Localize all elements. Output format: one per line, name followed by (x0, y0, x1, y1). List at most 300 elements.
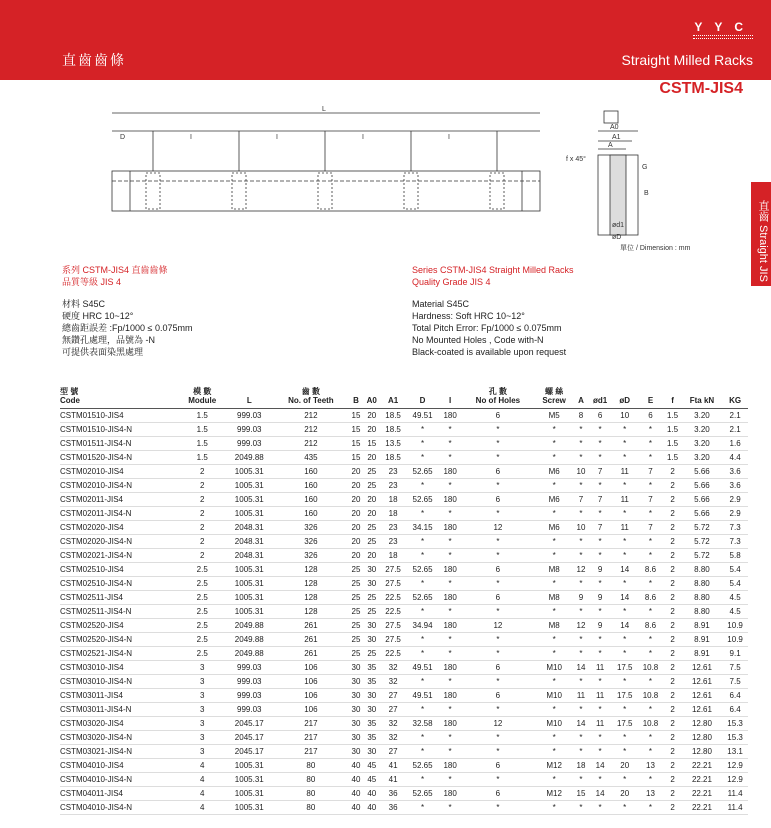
product-code-cell: CSTM04010-JIS4-N (60, 772, 179, 786)
table-cell: 5.66 (682, 478, 722, 492)
column-header: f (663, 356, 681, 408)
table-cell: * (406, 646, 439, 660)
table-cell: 32 (380, 730, 406, 744)
holes-zh: 無鑽孔處理，品號為 -N (62, 335, 155, 345)
table-cell: * (638, 730, 664, 744)
table-cell: 2045.17 (225, 744, 273, 758)
table-cell: 2 (179, 464, 225, 478)
table-cell: * (439, 604, 461, 618)
mount-hole (490, 173, 504, 209)
table-cell: 14 (574, 716, 589, 730)
column-header: A (574, 356, 589, 408)
table-cell: 30 (363, 576, 380, 590)
table-cell: 34.15 (406, 520, 439, 534)
table-cell: 180 (439, 786, 461, 800)
table-cell: 20 (612, 786, 638, 800)
table-cell: * (588, 576, 612, 590)
table-cell: * (461, 534, 534, 548)
table-cell: 49.51 (406, 408, 439, 422)
table-cell: 180 (439, 492, 461, 506)
table-cell: 11 (612, 520, 638, 534)
table-cell: 1.5 (179, 450, 225, 464)
table-cell: 13.1 (722, 744, 748, 758)
column-header: A1 (380, 356, 406, 408)
table-cell: 32 (380, 716, 406, 730)
table-cell: 3 (179, 730, 225, 744)
table-cell: 32 (380, 660, 406, 674)
table-cell: * (535, 576, 574, 590)
table-cell: 15 (349, 422, 364, 436)
table-cell: M8 (535, 562, 574, 576)
table-cell: 30 (349, 716, 364, 730)
table-cell: 8.91 (682, 632, 722, 646)
table-cell: 180 (439, 618, 461, 632)
product-code-cell: CSTM02010-JIS4-N (60, 478, 179, 492)
table-cell: 22.5 (380, 604, 406, 618)
table-cell: 40 (363, 786, 380, 800)
table-cell: 2048.31 (225, 534, 273, 548)
table-cell: 2 (179, 506, 225, 520)
table-cell: 4 (179, 772, 225, 786)
table-row (60, 478, 748, 492)
table-cell: * (461, 674, 534, 688)
brand-underline (693, 35, 753, 39)
series-zh: 系列 CSTM-JIS4 直齒齒條 (62, 265, 168, 275)
product-code-cell: CSTM02011-JIS4-N (60, 506, 179, 520)
table-cell: 2 (663, 702, 681, 716)
table-cell: 18.5 (380, 450, 406, 464)
table-cell: 217 (273, 716, 348, 730)
table-cell: 14 (574, 660, 589, 674)
table-row (60, 618, 748, 632)
product-code-cell: CSTM02511-JIS4-N (60, 604, 179, 618)
product-code-cell: CSTM02520-JIS4 (60, 618, 179, 632)
table-cell: 2 (663, 576, 681, 590)
table-cell: 35 (363, 730, 380, 744)
table-row (60, 408, 748, 422)
table-cell: 2049.88 (225, 450, 273, 464)
table-cell: 20 (363, 450, 380, 464)
table-row (60, 758, 748, 772)
table-cell: 2 (663, 660, 681, 674)
table-cell: 10.9 (722, 618, 748, 632)
table-cell: 180 (439, 520, 461, 534)
table-cell: 22.21 (682, 800, 722, 814)
table-cell: * (406, 450, 439, 464)
table-cell: 5.72 (682, 534, 722, 548)
table-cell: 14 (612, 562, 638, 576)
table-cell: 27.5 (380, 576, 406, 590)
table-cell: 32.58 (406, 716, 439, 730)
label-i: I (362, 134, 364, 141)
table-cell: 23 (380, 520, 406, 534)
product-code-cell: CSTM02010-JIS4 (60, 464, 179, 478)
table-cell: 80 (273, 786, 348, 800)
table-cell: * (439, 548, 461, 562)
mount-hole (318, 173, 332, 209)
table-cell: 6 (461, 660, 534, 674)
table-cell: * (612, 772, 638, 786)
table-cell: 20 (612, 758, 638, 772)
table-cell: 22.21 (682, 772, 722, 786)
table-cell: 128 (273, 590, 348, 604)
product-code-cell: CSTM03011-JIS4 (60, 688, 179, 702)
table-cell: 1005.31 (225, 786, 273, 800)
table-cell: 2045.17 (225, 716, 273, 730)
table-cell: * (406, 604, 439, 618)
table-cell: 217 (273, 730, 348, 744)
table-cell: 326 (273, 520, 348, 534)
table-cell: 18 (380, 506, 406, 520)
table-cell: 12.61 (682, 660, 722, 674)
table-cell: * (588, 632, 612, 646)
table-cell: 52.65 (406, 786, 439, 800)
table-cell: 52.65 (406, 590, 439, 604)
table-cell: 180 (439, 660, 461, 674)
spec-en (412, 264, 574, 358)
product-code-cell: CSTM02021-JIS4-N (60, 548, 179, 562)
table-cell: 2 (663, 604, 681, 618)
table-cell: * (439, 436, 461, 450)
table-cell: 45 (363, 758, 380, 772)
column-header: L (225, 356, 273, 408)
table-cell: 2 (663, 772, 681, 786)
table-cell: 1.5 (663, 422, 681, 436)
table-cell: 2 (179, 534, 225, 548)
technical-drawing (100, 103, 660, 243)
table-cell: * (638, 772, 664, 786)
table-cell: 9 (588, 618, 612, 632)
holes-en: No Mounted Holes , Code with-N (412, 335, 544, 345)
table-cell: * (574, 450, 589, 464)
table-cell: 999.03 (225, 660, 273, 674)
table-cell: 17.5 (612, 716, 638, 730)
spec-table (60, 356, 748, 815)
table-cell: * (439, 534, 461, 548)
table-cell: 25 (363, 604, 380, 618)
table-cell: 27 (380, 744, 406, 758)
table-cell: 7 (588, 464, 612, 478)
table-cell: * (612, 730, 638, 744)
table-cell: 2 (179, 548, 225, 562)
table-cell: 1005.31 (225, 604, 273, 618)
table-cell: 52.65 (406, 562, 439, 576)
table-cell: * (574, 632, 589, 646)
table-cell: * (638, 632, 664, 646)
table-cell: * (535, 772, 574, 786)
table-cell: 5.66 (682, 492, 722, 506)
table-cell: 3.20 (682, 450, 722, 464)
table-cell: 36 (380, 786, 406, 800)
table-cell: * (535, 548, 574, 562)
table-cell: 8.6 (638, 618, 664, 632)
rack-body (112, 171, 540, 211)
table-cell: * (439, 800, 461, 814)
table-cell: M10 (535, 688, 574, 702)
table-cell: 14 (588, 758, 612, 772)
table-cell: 2.5 (179, 618, 225, 632)
label-g: G (642, 164, 648, 171)
column-header: KG (722, 356, 748, 408)
table-cell: 8.80 (682, 590, 722, 604)
table-cell: * (406, 772, 439, 786)
table-cell: 11 (612, 464, 638, 478)
table-cell: M10 (535, 660, 574, 674)
table-cell: 2 (663, 786, 681, 800)
table-cell: 2.5 (179, 646, 225, 660)
table-cell: 30 (349, 660, 364, 674)
table-cell: * (439, 730, 461, 744)
table-cell: 180 (439, 590, 461, 604)
table-cell: * (535, 506, 574, 520)
table-cell: * (612, 646, 638, 660)
table-cell: 30 (363, 688, 380, 702)
table-cell: 11 (588, 660, 612, 674)
table-cell: 5.4 (722, 576, 748, 590)
table-cell: 9 (588, 562, 612, 576)
table-cell: 30 (349, 702, 364, 716)
grade-en: Quality Grade JIS 4 (412, 277, 491, 287)
table-cell: 12.9 (722, 772, 748, 786)
table-cell: 52.65 (406, 492, 439, 506)
table-cell: 20 (363, 408, 380, 422)
table-cell: 7.3 (722, 534, 748, 548)
table-cell: 1005.31 (225, 464, 273, 478)
table-cell: 180 (439, 716, 461, 730)
table-cell: 20 (349, 464, 364, 478)
label-dd: øD (612, 234, 622, 241)
table-cell: * (406, 674, 439, 688)
table-cell: 12 (574, 618, 589, 632)
table-cell: 25 (349, 632, 364, 646)
table-row (60, 660, 748, 674)
table-cell: 3.20 (682, 436, 722, 450)
table-cell: * (638, 548, 664, 562)
table-cell: * (461, 800, 534, 814)
table-cell: 10.8 (638, 716, 664, 730)
table-cell: 8.91 (682, 646, 722, 660)
table-row (60, 646, 748, 660)
table-cell: * (574, 422, 589, 436)
table-cell: 11 (588, 716, 612, 730)
table-cell: * (588, 772, 612, 786)
table-cell: 5.66 (682, 464, 722, 478)
table-cell: 2.9 (722, 506, 748, 520)
table-cell: 2049.88 (225, 618, 273, 632)
table-cell: 1005.31 (225, 492, 273, 506)
table-cell: 1.6 (722, 436, 748, 450)
table-row (60, 604, 748, 618)
table-cell: 49.51 (406, 688, 439, 702)
table-cell: 261 (273, 618, 348, 632)
product-code-cell: CSTM02520-JIS4-N (60, 632, 179, 646)
table-cell: * (574, 506, 589, 520)
table-cell: M12 (535, 758, 574, 772)
table-cell: * (439, 450, 461, 464)
table-cell: 25 (349, 576, 364, 590)
table-cell: 10.8 (638, 688, 664, 702)
label-d1: ød1 (612, 222, 625, 229)
column-header: B (349, 356, 364, 408)
product-code-cell: CSTM04011-JIS4 (60, 786, 179, 800)
table-cell: * (574, 730, 589, 744)
table-cell: * (612, 674, 638, 688)
table-cell: 180 (439, 464, 461, 478)
table-cell: * (439, 772, 461, 786)
table-cell: 30 (363, 702, 380, 716)
table-cell: 22.21 (682, 758, 722, 772)
table-cell: * (461, 548, 534, 562)
table-cell: M6 (535, 520, 574, 534)
table-cell: 2049.88 (225, 646, 273, 660)
table-cell: 2 (663, 632, 681, 646)
table-cell: 9.1 (722, 646, 748, 660)
product-code-cell: CSTM01520-JIS4-N (60, 450, 179, 464)
table-cell: 2 (663, 674, 681, 688)
table-cell: 25 (363, 590, 380, 604)
table-cell: * (612, 450, 638, 464)
table-cell: 11 (588, 688, 612, 702)
table-cell: 11 (574, 688, 589, 702)
mount-hole (232, 173, 246, 209)
table-cell: 7 (588, 492, 612, 506)
table-cell: 5.72 (682, 520, 722, 534)
table-cell: * (638, 436, 664, 450)
table-cell: * (574, 674, 589, 688)
table-cell: 1.5 (663, 408, 681, 422)
table-cell: 17.5 (612, 688, 638, 702)
table-cell: * (612, 436, 638, 450)
table-cell: 20 (349, 492, 364, 506)
table-cell: * (461, 632, 534, 646)
product-code-cell: CSTM01511-JIS4-N (60, 436, 179, 450)
table-cell: 12.80 (682, 744, 722, 758)
table-cell: * (439, 674, 461, 688)
table-cell: * (588, 506, 612, 520)
table-cell: 30 (349, 688, 364, 702)
table-cell: * (638, 478, 664, 492)
table-cell: 2 (663, 800, 681, 814)
table-cell: * (588, 548, 612, 562)
table-cell: 2049.88 (225, 632, 273, 646)
table-cell: 2 (663, 646, 681, 660)
mount-hole (404, 173, 418, 209)
table-row (60, 548, 748, 562)
table-cell: 6 (638, 408, 664, 422)
table-cell: 25 (363, 478, 380, 492)
table-cell: * (612, 632, 638, 646)
table-row (60, 632, 748, 646)
table-cell: 15.3 (722, 716, 748, 730)
product-code-cell: CSTM02510-JIS4-N (60, 576, 179, 590)
table-cell: 999.03 (225, 702, 273, 716)
table-cell: 27.5 (380, 632, 406, 646)
table-row (60, 688, 748, 702)
table-cell: 25 (363, 646, 380, 660)
table-cell: 25 (349, 590, 364, 604)
table-cell: 20 (363, 548, 380, 562)
table-cell: * (461, 744, 534, 758)
table-cell: 8.91 (682, 618, 722, 632)
table-cell: 22.5 (380, 590, 406, 604)
table-cell: 2.1 (722, 422, 748, 436)
table-cell: 30 (363, 744, 380, 758)
table-cell: 2 (663, 744, 681, 758)
column-header: 模 數 Module (179, 356, 225, 408)
table-cell: 1.5 (179, 408, 225, 422)
table-cell: 17.5 (612, 660, 638, 674)
table-cell: 1005.31 (225, 758, 273, 772)
table-cell: * (638, 604, 664, 618)
table-cell: 4.4 (722, 450, 748, 464)
table-cell: 1005.31 (225, 506, 273, 520)
table-cell: * (535, 604, 574, 618)
product-code-cell: CSTM03010-JIS4 (60, 660, 179, 674)
table-cell: 18.5 (380, 408, 406, 422)
table-cell: 2048.31 (225, 548, 273, 562)
table-cell: 160 (273, 478, 348, 492)
table-cell: 326 (273, 548, 348, 562)
table-cell: 6 (461, 758, 534, 772)
table-cell: * (612, 478, 638, 492)
table-cell: M10 (535, 716, 574, 730)
table-cell: * (638, 702, 664, 716)
table-cell: M12 (535, 786, 574, 800)
table-cell: 3.20 (682, 422, 722, 436)
table-cell: * (588, 744, 612, 758)
table-cell: 106 (273, 674, 348, 688)
column-header: 螺 絲 Screw (535, 356, 574, 408)
table-cell: M6 (535, 464, 574, 478)
table-cell: * (535, 534, 574, 548)
table-cell: * (535, 478, 574, 492)
table-cell: * (588, 800, 612, 814)
table-row (60, 730, 748, 744)
column-header: D (406, 356, 439, 408)
table-cell: * (535, 422, 574, 436)
table-cell: * (574, 436, 589, 450)
table-cell: 2 (179, 520, 225, 534)
table-cell: * (406, 548, 439, 562)
table-cell: 30 (363, 632, 380, 646)
table-cell: 1005.31 (225, 576, 273, 590)
table-cell: M6 (535, 492, 574, 506)
spec-zh (62, 264, 192, 358)
table-cell: 20 (363, 506, 380, 520)
label-d: D (120, 134, 126, 141)
column-header: I (439, 356, 461, 408)
table-cell: M8 (535, 618, 574, 632)
table-cell: * (461, 730, 534, 744)
table-cell: 2045.17 (225, 730, 273, 744)
pitch-error-en: Total Pitch Error: Fp/1000 ≤ 0.075mm (412, 323, 562, 333)
table-cell: 999.03 (225, 674, 273, 688)
table-cell: 14 (612, 618, 638, 632)
table-cell: 2.5 (179, 604, 225, 618)
column-header: E (638, 356, 664, 408)
table-cell: 4 (179, 758, 225, 772)
table-row (60, 450, 748, 464)
table-cell: 12.80 (682, 730, 722, 744)
table-cell: 2.9 (722, 492, 748, 506)
label-a1: A1 (612, 134, 621, 141)
table-cell: 8 (574, 408, 589, 422)
table-cell: 2 (663, 590, 681, 604)
table-cell: * (638, 674, 664, 688)
table-cell: * (461, 506, 534, 520)
table-cell: * (588, 702, 612, 716)
table-cell: 261 (273, 632, 348, 646)
